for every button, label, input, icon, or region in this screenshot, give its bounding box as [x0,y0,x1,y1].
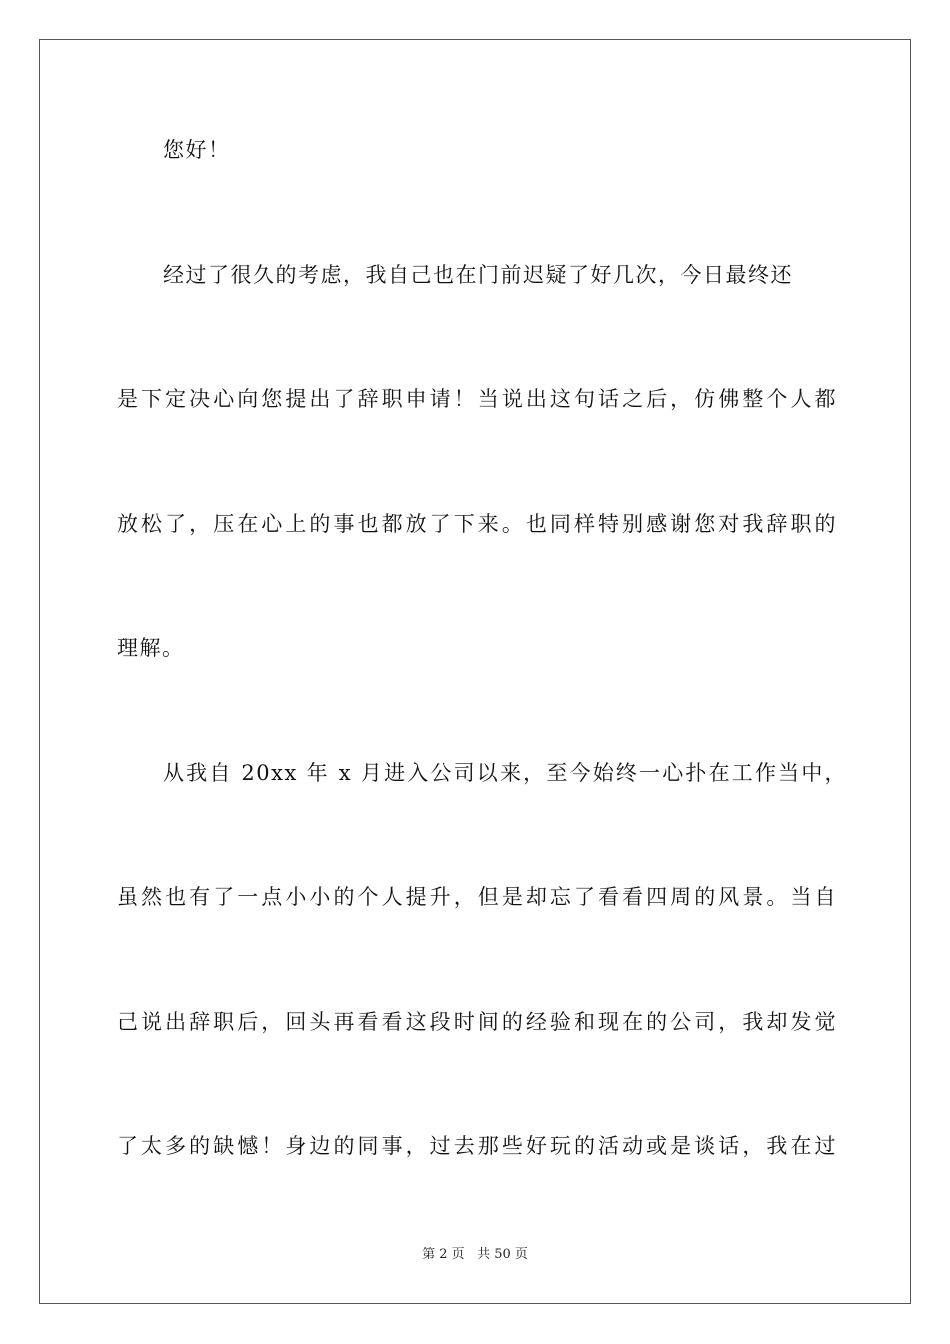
page-footer [0,1246,950,1264]
paragraph-line: 从我自 20xx 年 x 月进入公司以来，至今始终一心扑在工作当中， [163,761,847,785]
paragraph-line: 虽然也有了一点小小的个人提升，但是却忘了看看四周的风景。当自 [117,885,837,909]
page-number: 第 2 页 [422,1247,465,1262]
paragraph-line: 经过了很久的考虑，我自己也在门前迟疑了好几次，今日最终还 [163,263,793,287]
page-total: 共 50 页 [477,1247,528,1262]
page-border [39,39,911,1304]
paragraph-line: 己说出辞职后，回头再看看这段时间的经验和现在的公司，我却发觉 [117,1010,837,1034]
paragraph-line: 是下定决心向您提出了辞职申请！当说出这句话之后，仿佛整个人都 [117,387,837,411]
paragraph-line: 了太多的缺憾！身边的同事，过去那些好玩的活动或是谈话，我在过 [117,1134,837,1158]
paragraph-line: 理解。 [117,636,185,660]
paragraph-line: 放松了，压在心上的事也都放了下来。也同样特别感谢您对我辞职的 [117,512,837,536]
greeting-line: 您好！ [163,138,231,162]
